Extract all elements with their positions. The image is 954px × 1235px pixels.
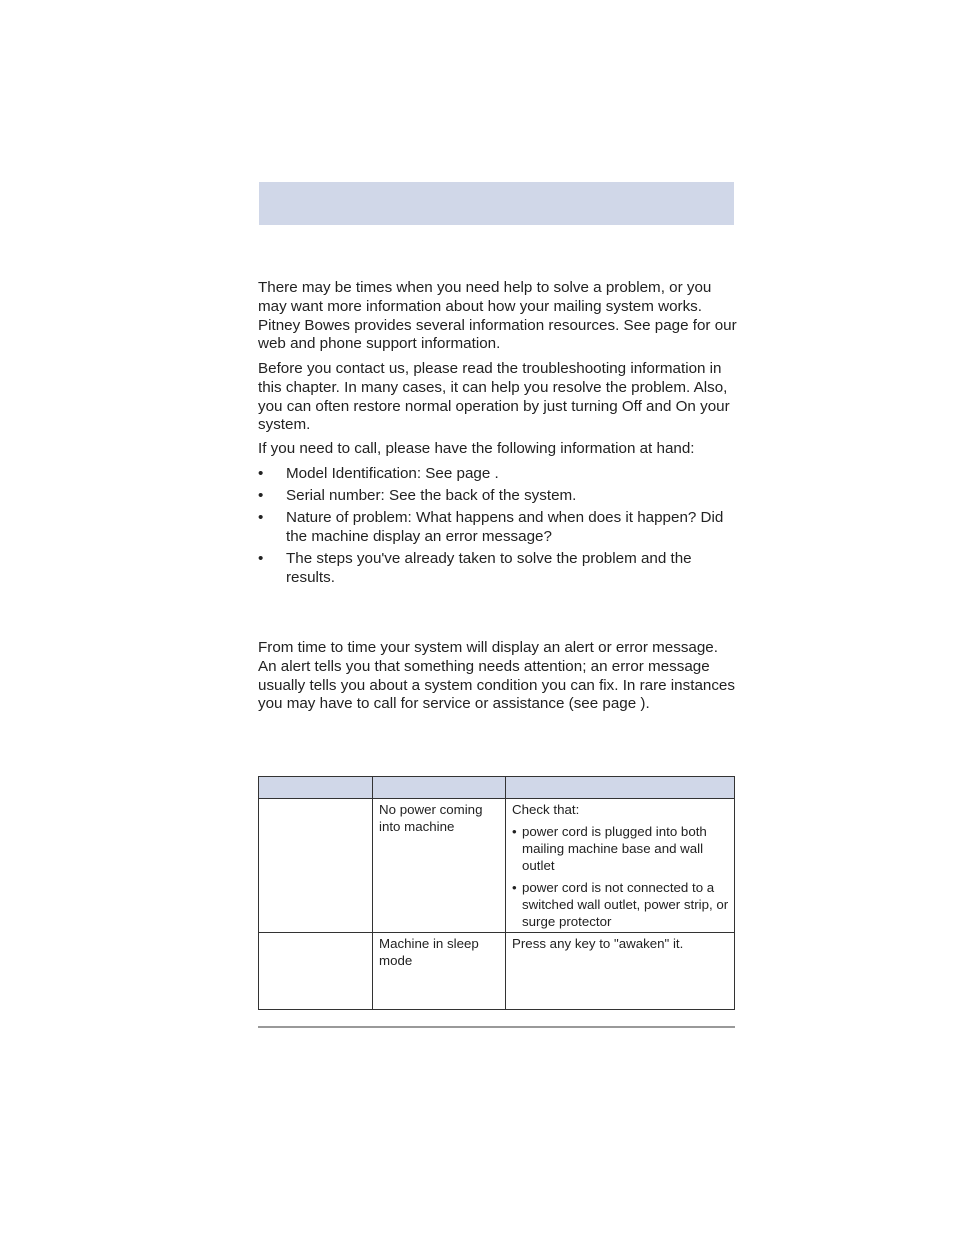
table-header-cell (506, 777, 735, 799)
cause-text: Machine in sleep mode (379, 936, 479, 968)
bullet-icon: • (258, 508, 264, 526)
list-item-text: Nature of problem: What happens and when does it happen? Did the machine display an error message? (286, 508, 724, 545)
intro-paragraph-1: There may be times when you need help to solve a problem, or you may want more information about how your mailing system works. Pitney Bowes provides several information resources. See page for our web and phone support information. (258, 279, 737, 353)
solution-intro: Press any key to "awaken" it. (512, 936, 684, 951)
bullet-icon: • (512, 824, 517, 839)
cause-text: No power coming into machine (379, 802, 483, 834)
problem-cell (259, 933, 373, 1010)
list-item (258, 487, 738, 506)
bullet-icon: • (512, 880, 517, 895)
footer-rule (258, 1026, 735, 1028)
bullet-icon: • (258, 549, 264, 567)
solution-item-text: power cord is not connected to a switched wall outlet, power strip, or surge protector (522, 880, 729, 929)
intro-paragraph-2: Before you contact us, please read the troubleshooting information in this chapter. In many cases, it can help you resolve the problem. Also, you can often restore normal operation by just turning Off and On your system. (258, 360, 730, 434)
list-item-text: The steps you've already taken to solve the problem and the results. (286, 549, 692, 586)
solution-cell (506, 799, 735, 933)
chapter-header-banner (259, 182, 734, 225)
troubleshooting-table (258, 776, 735, 1010)
list-item (258, 465, 738, 484)
solution-intro: Check that: (512, 802, 580, 817)
list-item-text: Serial number: See the back of the system. (286, 486, 577, 504)
bullet-icon: • (258, 465, 264, 482)
solution-item (512, 879, 729, 930)
table-row (259, 799, 735, 933)
table-header-cell (259, 777, 373, 799)
cause-cell (373, 799, 506, 933)
list-item (258, 509, 738, 547)
messages-paragraph: From time to time your system will display an alert or error message. An alert tells you that something needs attention; an error message usually tells you about a system condition you can fix. In rare instances you may have to call for service or assistance (see page ). (258, 639, 735, 713)
table-header-cell (373, 777, 506, 799)
table-header-row (259, 777, 735, 799)
cause-cell (373, 933, 506, 1010)
problem-cell (259, 799, 373, 933)
list-item-text: Model Identification: See page . (286, 465, 499, 482)
solution-cell (506, 933, 735, 1010)
info-checklist (258, 465, 738, 591)
solution-item-text: power cord is plugged into both mailing machine base and wall outlet (522, 824, 707, 873)
table-row (259, 933, 735, 1010)
intro-paragraph-3: If you need to call, please have the following information at hand: (258, 440, 695, 457)
solution-item (512, 823, 729, 874)
list-item (258, 550, 738, 588)
bullet-icon: • (258, 486, 264, 504)
